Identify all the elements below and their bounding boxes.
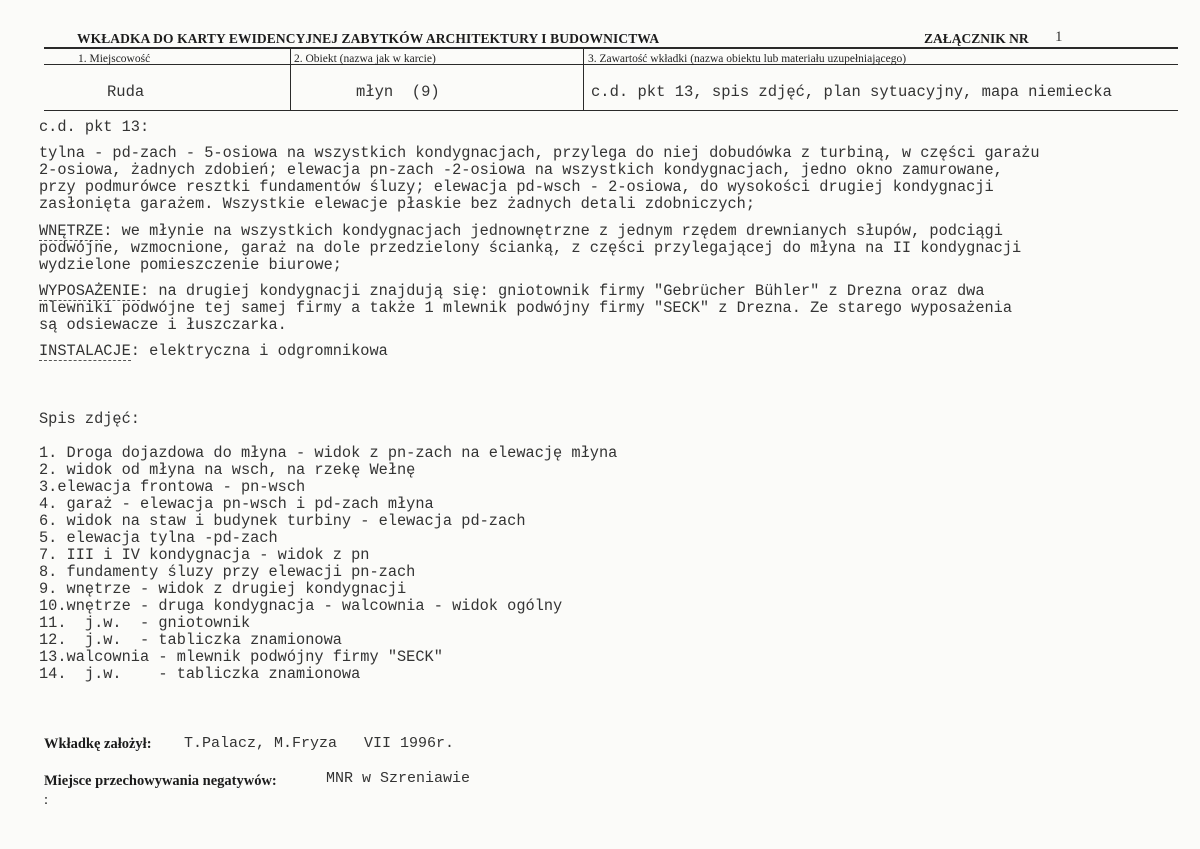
photo-list-heading: Spis zdjęć: xyxy=(39,410,140,428)
photo-list-item: 2. widok od młyna na wsch, na rzekę Wełnę xyxy=(39,461,416,479)
annex-label: ZAŁĄCZNIK NR xyxy=(924,31,1029,46)
storage-value: MNR w Szreniawie xyxy=(326,770,471,787)
photo-list-item: 14. j.w. - tabliczka znamionowa xyxy=(39,665,361,683)
author-label: Wkładkę założył: xyxy=(44,736,152,752)
photo-list-item: 8. fundamenty śluzy przy elewacji pn-zach xyxy=(39,563,416,581)
text-line: 2-osiowa, żadnych zdobień; elewacja pn-zach -2-osiowa na wszystkich kondygnacjach, jedno okno zamurowane, xyxy=(39,161,1003,179)
photo-list-item: 11. j.w. - gniotownik xyxy=(39,614,251,632)
photo-list-item: 4. garaż - elewacja pn-wsch i pd-zach młyna xyxy=(39,495,434,513)
photo-list-item: 7. III i IV kondygnacja - widok z pn xyxy=(39,546,370,564)
text-line: wydzielone pomieszczenie biurowe; xyxy=(39,256,342,274)
photo-list-item: 6. widok na staw i budynek turbiny - elewacja pd-zach xyxy=(39,512,526,530)
photo-list-item: 1. Droga dojazdowa do młyna - widok z pn-zach na elewację młyna xyxy=(39,444,618,462)
photo-list-item: 5. elewacja tylna -pd-zach xyxy=(39,529,278,547)
equipment-label: WYPOSAŻENIE xyxy=(39,282,140,300)
field-value-contents: c.d. pkt 13, spis zdjęć, plan sytuacyjny, mapa niemiecka xyxy=(591,83,1112,101)
column-divider-1 xyxy=(290,48,291,111)
photo-list-item: 3.elewacja frontowa - pn-wsch xyxy=(39,478,306,496)
photo-list-item: 13.walcownia - mlewnik podwójny firmy "SECK" xyxy=(39,648,443,666)
photo-list-item: 12. j.w. - tabliczka znamionowa xyxy=(39,631,342,649)
text-line: zasłonięta garażem. Wszystkie elewacje płaskie bez żadnych detali zdobniczych; xyxy=(39,195,756,213)
text-line: są odsiewacze i łuszczarka. xyxy=(39,316,287,334)
text-line: tylna - pd-zach - 5-osiowa na wszystkich kondygnacjach, przylega do niej dobudówka z turbiną, w części garażu xyxy=(39,144,1040,162)
field-value-object: młyn (9) xyxy=(356,83,440,101)
text-line: podwójne, wzmocnione, garaż na dole przedzielony ścianką, z części przylegającej do młyna na II kondygnacji xyxy=(39,239,1022,257)
text-line: przy podmurówce resztki fundamentów śluzy; elewacja pd-wsch - 2-osiowa, do wysokości drugiej kondygnacji xyxy=(39,178,994,196)
field-label-contents: 3. Zawartość wkładki (nazwa obiektu lub materiału uzupełniającego) xyxy=(588,53,907,65)
annex-number: 1 xyxy=(1055,29,1063,45)
trailing-colon: : xyxy=(44,792,49,808)
form-title: WKŁADKA DO KARTY EWIDENCYJNEJ ZABYTKÓW ARCHITEKTURY I BUDOWNICTWA xyxy=(77,31,660,46)
interior-line: WNĘTRZE: we młynie na wszystkich kondygnacjach jednownętrzne z jednym rzędem drewnianych słupów, podciągi xyxy=(39,222,1003,240)
field-value-locality: Ruda xyxy=(107,83,145,101)
header-rule xyxy=(44,47,1178,49)
column-divider-2 xyxy=(583,48,584,111)
installations-line: INSTALACJE: elektryczna i odgromnikowa xyxy=(39,342,388,360)
equipment-line: WYPOSAŻENIE: na drugiej kondygnacji znajdują się: gniotownik firmy "Gebrücher Bühler" z Drezna oraz dwa xyxy=(39,282,985,300)
interior-label: WNĘTRZE xyxy=(39,222,104,240)
continuation-heading: c.d. pkt 13: xyxy=(39,118,150,136)
field-label-object: 2. Obiekt (nazwa jak w karcie) xyxy=(294,53,436,65)
storage-label: Miejsce przechowywania negatywów: xyxy=(44,773,277,789)
field-label-locality: 1. Miejscowość xyxy=(78,53,151,65)
installations-label: INSTALACJE xyxy=(39,342,131,360)
author-value: T.Palacz, M.Fryza VII 1996r. xyxy=(184,735,455,752)
photo-list-item: 10.wnętrze - druga kondygnacja - walcownia - widok ogólny xyxy=(39,597,563,615)
text-line: mlewniki podwójne tej samej firmy a także 1 mlewnik podwójny firmy "SECK" z Drezna. Ze starego wyposażenia xyxy=(39,299,1013,317)
table-bottom-rule xyxy=(44,110,1178,111)
photo-list-item: 9. wnętrze - widok z drugiej kondygnacji xyxy=(39,580,407,598)
